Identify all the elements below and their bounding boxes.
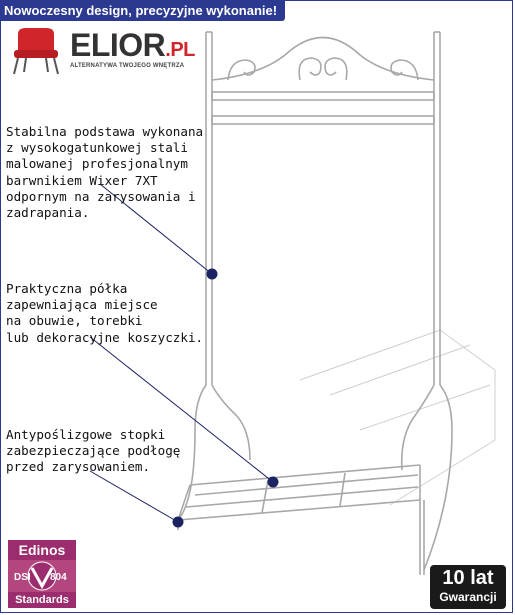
logo-suffix: .PL [165, 39, 195, 61]
callout-line-feet [90, 471, 178, 522]
callout-dot-feet [173, 517, 183, 527]
badge-title: Edinos [8, 540, 76, 560]
rack-shadow [300, 330, 495, 505]
logo-wordmark: ELIOR.PL [70, 27, 195, 63]
rack-frame [178, 32, 452, 575]
edinos-badge [8, 540, 76, 608]
guarantee-badge [430, 565, 506, 609]
callout-dot-frame [207, 269, 217, 279]
badge-804: 804 [50, 572, 67, 583]
callout-dot-shelf [268, 477, 278, 487]
feature-note-shelf: Praktyczna półka zapewniająca miejsce na obuwie, torebki lub dekoracyjne koszyczki. [6, 281, 204, 345]
feature-note-feet: Antypoślizgowe stopki zabezpieczające podłogę przed zarysowaniem. [6, 427, 181, 475]
logo-tagline: ALTERNATYWA TWOJEGO WNĘTRZA [70, 63, 185, 69]
headline-banner: Nowoczesny design, precyzyjne wykonanie! [0, 0, 285, 21]
badge-standards: Standards [8, 592, 76, 608]
guarantee-label: Gwarancji [439, 590, 497, 604]
badge-dsi: DSI [14, 572, 31, 583]
feature-note-frame: Stabilna podstawa wykonana z wysokogatunkowej stali malowanej profesjonalnym barwnikiem Wixer 7XT odpornym na zarysowania i zadrapania. [6, 124, 204, 221]
guarantee-years: 10 lat [442, 567, 494, 589]
